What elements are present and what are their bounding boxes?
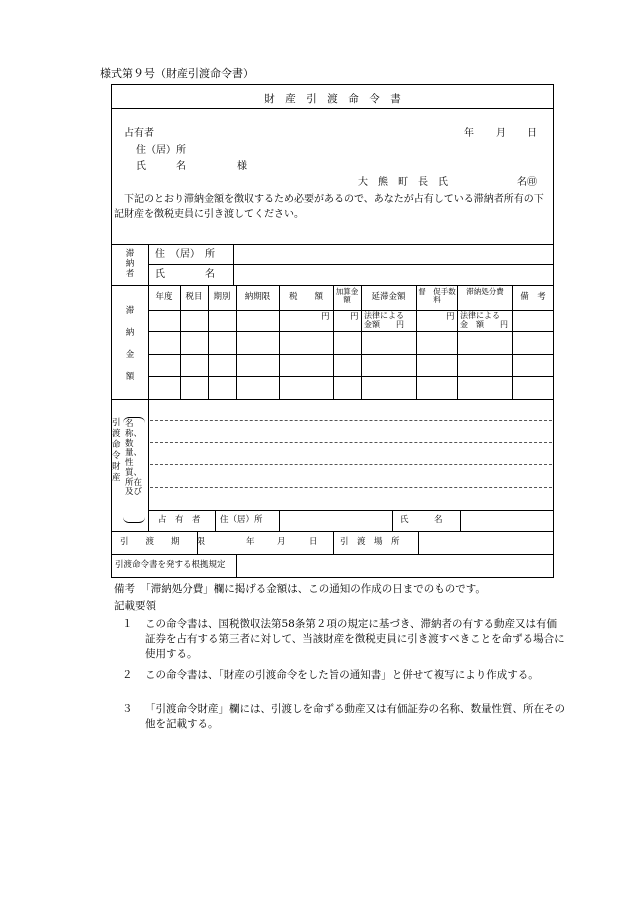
delivery-deadline-label: 引 渡 期 限 — [120, 537, 206, 547]
date-month: 月 — [496, 128, 506, 139]
late-charge-note2: 金額 円 — [364, 320, 404, 329]
col-additional-amount: 加算金額 — [335, 287, 359, 304]
delivery-place-label: 引 渡 場 所 — [340, 537, 400, 547]
disposition-note2: 金 額 円 — [460, 320, 508, 329]
honorific: 様 — [237, 161, 247, 172]
property-address-label: 住（居）所 — [220, 515, 263, 525]
issuer-name: 大 熊 町 長 氏 — [358, 177, 448, 188]
instruction-2-text: この命令書は、「財産の引渡命令をした旨の通知書」と併せて複写により作成する。 — [145, 669, 539, 681]
property-sublabel: 名称、数量、性質、所在及び — [125, 419, 143, 498]
body-text-line2: 記財産を徴税吏員に引き渡してください。 — [114, 209, 304, 220]
delinquent-address-label: 住 （居） 所 — [155, 249, 215, 260]
instruction-1-num: １ — [122, 618, 133, 630]
instruction-2-num: ２ — [122, 669, 133, 681]
occupant-name-label: 氏 名 — [136, 161, 186, 172]
body-text-line1: 下記のとおり滞納金額を徴収するため必要があるので、あなたが占有している滞納者所有の下 — [124, 194, 544, 205]
occupant-address-label: 住（居）所 — [136, 145, 186, 156]
property-name-label: 氏 名 — [400, 515, 443, 525]
col-period: 期別 — [213, 292, 231, 302]
col-due-date: 納期限 — [244, 292, 271, 302]
col-disposition-cost: 滞納処分費 — [466, 287, 504, 296]
form-number: 様式第９号（財産引渡命令書） — [100, 67, 254, 80]
instructions-title: 記載要領 — [114, 600, 156, 612]
amount-label: 滞納金額 — [125, 306, 135, 383]
kasan-yen-unit: 円 — [350, 312, 359, 322]
deadline-year: 年 — [246, 537, 255, 547]
tax-yen-unit: 円 — [321, 312, 330, 322]
deadline-month: 月 — [277, 537, 286, 547]
col-late-charge: 延滞金額 — [371, 292, 406, 302]
occupant-label: 占有者 — [124, 128, 154, 139]
col-remarks: 備 考 — [520, 292, 546, 302]
document-title: 財 産 引 渡 命 令 書 — [264, 93, 401, 105]
instruction-3-text: 「引渡命令財産」欄には、引渡しを命ずる動産又は有価証券の名称、数量性質、所在その他を記載する。 — [145, 703, 565, 731]
date-year: 年 — [464, 128, 474, 139]
property-label: 引渡命令財産 — [112, 418, 121, 484]
late-charge-note1: 法律による — [364, 311, 404, 320]
legal-basis-label: 引渡命令書を発する根拠規定 — [115, 560, 226, 570]
delinquent-label: 滞納者 — [125, 249, 135, 280]
remarks-note: 備考 「滞納処分費」欄に掲げる金額は、この通知の作成の日までのものです。 — [114, 583, 486, 595]
col-fiscal-year: 年度 — [155, 292, 173, 302]
reminder-yen-unit: 円 — [446, 312, 455, 322]
col-reminder-fee: 督 促手数料 — [418, 287, 456, 304]
delinquent-name-label: 氏 名 — [155, 269, 215, 280]
property-occupant-label: 占 有 者 — [158, 515, 201, 525]
col-tax-item: 税目 — [185, 292, 203, 302]
col-tax-amount: 税 額 — [288, 292, 323, 302]
date-day: 日 — [527, 128, 537, 139]
instruction-1-text: この命令書は、国税徴収法第58条第２項の規定に基づき、滞納者の有する動産又は有価証券を占有する第三者に対して、当該財産を徴税吏員に引き渡すべきことを命ずる場合に使用する。 — [145, 618, 565, 661]
issuer-seal: 名㊞ — [517, 177, 537, 188]
deadline-day: 日 — [309, 537, 318, 547]
disposition-note1: 法律による — [460, 311, 500, 320]
instruction-3-num: ３ — [122, 703, 133, 715]
